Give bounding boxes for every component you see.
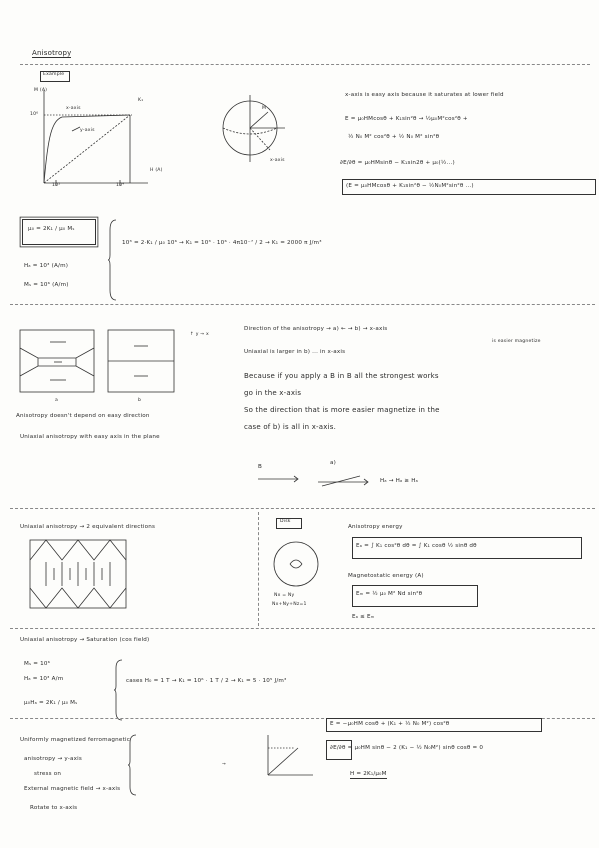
saturation-calc: cases H₀ = 1 T → K₁ = 10⁶ · 1 T / 2 → K₁ = 5 · 10⁵ J/m³ — [126, 678, 287, 684]
ferro-eq3: H = 2K₁/μ₀M — [350, 771, 387, 777]
note-line-3: ½ N₀ M² cos²θ + ½ N₀ M² sin²θ — [348, 134, 440, 140]
anisotropy-energy-eq: Eₐ = ∫ K₁ cos²θ dθ = ∫ K₁ cosθ ½ sinθ dθ — [356, 543, 477, 549]
ferro-line-1: Uniformly magnetized ferromagnetic — [20, 737, 130, 743]
domain-figure-a — [20, 330, 95, 395]
note-line-2: E = μ₀HMcosθ + K₁sin²θ → ½μ₀M²cos²θ + — [345, 116, 468, 122]
sphere-axis-label: x-axis — [270, 158, 285, 163]
divider-3 — [10, 508, 595, 509]
caption-2: Uniaxial anisotropy with easy axis in the plane — [20, 434, 160, 440]
saturation-title: Uniaxial anisotropy → Saturation (cos field) — [20, 637, 150, 643]
k1-calculation: 10³ = 2·K₁ / μ₀ 10⁶ → K₁ = 10³ · 10⁶ · 4π10⁻⁷ / 2 → K₁ = 2000 π J/m³ — [122, 240, 322, 246]
disk-figure — [272, 540, 322, 590]
graph-ylabel: M (A) — [34, 88, 48, 93]
axes-marks: ↑ y → x — [190, 332, 209, 337]
b-field-label: B — [258, 464, 263, 470]
divider-4 — [10, 628, 595, 629]
note-line-4: ∂E/∂θ = μ₀HMsinθ − K₁sin2θ + μ₀(½...) — [340, 160, 455, 166]
arrow-mark: → — [222, 762, 227, 767]
graph-curve1: x-axis — [66, 106, 81, 111]
anisotropy-energy-label: Anisotropy energy — [348, 524, 403, 530]
disk-label: Disk — [280, 519, 291, 524]
direction-note-4: Because if you apply a B in B all the strongest works — [244, 372, 439, 380]
ferro-line-2: anisotropy → y-axis — [24, 756, 82, 762]
ferro-eq1: E = −μ₀HM cosθ + (K₁ + ½ N₀ M²) cos²θ — [330, 721, 450, 727]
ferro-eq2: ∂E/∂θ = μ₀HM sinθ − 2 (K₁ − ½ N₀M²) sinθ cosθ = 0 — [330, 745, 484, 751]
formula-2: Hₐ = 10³ (A/m) — [24, 263, 69, 269]
saturation-line-3: μ₀Hₐ = 2K₁ / μ₀ Mₛ — [24, 700, 78, 706]
direction-note-5: go in the x-axis — [244, 389, 302, 397]
formula-1: μ₀ = 2K₁ / μ₀ Mₛ — [28, 226, 75, 232]
direction-note-7: case of b) is all in x-axis. — [244, 423, 337, 431]
magnetostatic-energy-label: Magnetostatic energy (A) — [348, 573, 424, 579]
divider-2 — [10, 304, 595, 305]
sphere-label: M — [262, 106, 267, 111]
brace-3 — [128, 735, 138, 795]
saturation-line-2: Hₐ = 10³ A/m — [24, 676, 64, 682]
direction-note-2: is easier magnetize — [492, 339, 541, 344]
ferro-line-5: Rotate to x-axis — [30, 805, 78, 811]
brace-2 — [114, 660, 124, 720]
formula-3: Mₛ = 10⁶ (A/m) — [24, 282, 69, 288]
graph-yvalue: 10⁶ — [30, 112, 39, 117]
graph-x2: 10⁴ — [116, 183, 125, 188]
ferro-line-3: stress on — [34, 771, 62, 777]
vertical-divider — [258, 512, 259, 626]
graph-x1: 10³ — [52, 183, 61, 188]
energy-result: (E = μ₀HMcosθ + K₁sin²θ − ½N₀M²sin²θ ...) — [346, 183, 474, 189]
figure-b-label: b — [138, 398, 142, 403]
magnetostatic-energy-eq: Eₘ = ½ μ₀ M² Nd sin²θ — [356, 591, 423, 597]
page-title: Anisotropy — [32, 49, 72, 57]
disk-label-2: Nx+Ny+Nz=1 — [272, 602, 307, 607]
vector-sketch — [318, 472, 378, 492]
energy-comparison: Eₐ ≤ Eₘ — [352, 614, 375, 620]
uniaxial-domain-figure — [30, 540, 130, 610]
vector-note: Hₐ → Hₐ ≥ Hₐ — [380, 478, 419, 484]
saturation-line-1: Mₛ = 10⁶ — [24, 661, 51, 667]
magnetization-graph — [20, 85, 150, 195]
graph-xlabel: H (A) — [150, 168, 163, 173]
divider-top — [20, 64, 590, 65]
graph-curve2: y-axis — [80, 128, 95, 133]
a-case-label: a) — [330, 460, 337, 466]
figure-a-label: a — [55, 398, 59, 403]
field-axes-sketch — [258, 730, 318, 780]
note-line-1: x-axis is easy axis because it saturates at lower field — [345, 92, 504, 98]
ferro-line-4: External magnetic field → x-axis — [24, 786, 121, 792]
domain-figure-b — [108, 330, 178, 395]
caption-1: Anisotropy doesn't depend on easy direction — [16, 413, 150, 419]
direction-note-6: So the direction that is more easier magnetize in the — [244, 406, 440, 414]
uniaxial-title: Uniaxial anisotropy → 2 equivalent directions — [20, 524, 156, 530]
b-field-arrow — [258, 474, 318, 484]
direction-note-3: Uniaxial is larger in b) ... in x-axis — [244, 349, 346, 355]
graph-legend-k: K₁ — [138, 98, 144, 103]
brace-1 — [108, 220, 118, 300]
direction-note-1: Direction of the anisotropy → a) ← → b) → x-axis — [244, 326, 388, 332]
example-label: Example — [43, 72, 65, 77]
disk-label-1: Nx = Ny — [274, 593, 295, 598]
